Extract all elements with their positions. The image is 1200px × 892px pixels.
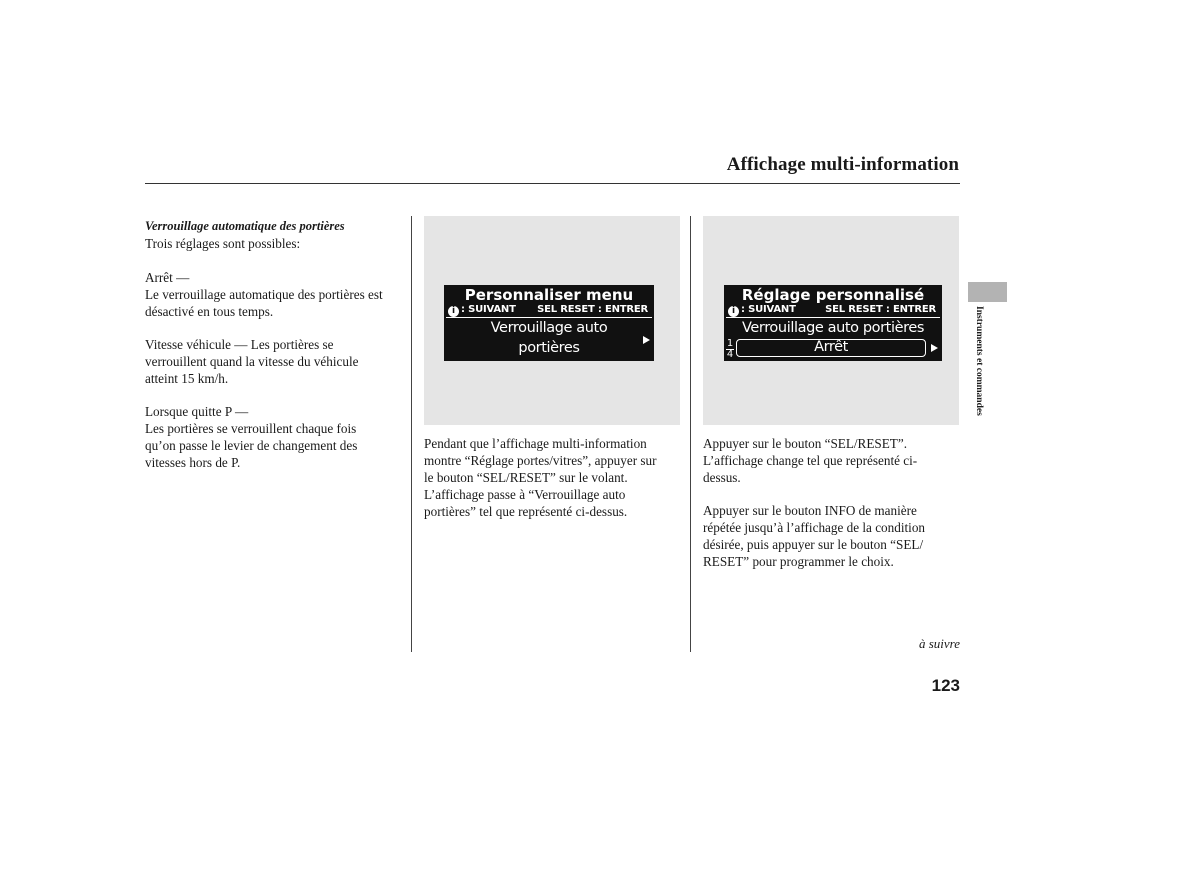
body-line: RESET” pour programmer le choix. bbox=[703, 554, 894, 569]
body-line: le bouton “SEL/RESET” sur le volant. bbox=[424, 470, 628, 485]
intro-text: Trois réglages sont possibles: bbox=[145, 236, 301, 251]
lcd-hint-right: SEL RESET : ENTRER bbox=[825, 304, 936, 315]
section-label: Instruments et commandes bbox=[974, 306, 984, 416]
lcd-header: Réglage personnalisé bbox=[741, 286, 925, 304]
display-panel-1 bbox=[424, 216, 680, 425]
column-divider-right bbox=[690, 216, 691, 652]
paragraph-2 bbox=[703, 502, 959, 570]
display-panel-2 bbox=[703, 216, 959, 425]
body-line: dessus. bbox=[703, 470, 741, 485]
body-line: Appuyer sur le bouton “SEL/RESET”. bbox=[703, 436, 908, 451]
selection-counter bbox=[726, 339, 734, 360]
option-arret bbox=[145, 269, 407, 320]
option-line: atteint 15 km/h. bbox=[145, 371, 229, 386]
hint-text: : SUIVANT bbox=[741, 304, 796, 315]
body-line: Appuyer sur le bouton INFO de manière bbox=[703, 503, 917, 518]
body-line: portières” tel que représenté ci-dessus. bbox=[424, 504, 628, 519]
info-icon: i bbox=[448, 306, 459, 317]
lcd-selected-option: Arrêt bbox=[814, 339, 848, 355]
option-quitte-p bbox=[145, 403, 407, 471]
page-number: 123 bbox=[931, 676, 960, 695]
arrow-right-icon bbox=[931, 344, 938, 352]
continued-note: à suivre bbox=[918, 636, 960, 651]
lcd-header: Personnaliser menu bbox=[464, 286, 634, 304]
body-line: désirée, puis appuyer sur le bouton “SEL/ bbox=[703, 537, 924, 552]
option-line: Arrêt — bbox=[145, 270, 190, 285]
option-line: Les portières se verrouillent chaque fois bbox=[145, 421, 357, 436]
counter-top: 1 bbox=[726, 338, 734, 349]
body-line: L’affichage change tel que représenté ci- bbox=[703, 453, 918, 468]
lcd-line-1: Verrouillage auto bbox=[490, 320, 608, 336]
lcd-separator bbox=[726, 317, 940, 318]
option-line: verrouillent quand la vitesse du véhicule bbox=[145, 354, 359, 369]
body-line: montre “Réglage portes/vitres”, appuyer sur bbox=[424, 453, 657, 468]
lcd-screen-1 bbox=[444, 285, 654, 361]
option-vitesse bbox=[145, 336, 407, 387]
lcd-line-1: Verrouillage auto portières bbox=[741, 320, 925, 336]
counter-bottom: 4 bbox=[726, 349, 734, 360]
lcd-separator bbox=[446, 317, 652, 318]
body-line: Pendant que l’affichage multi-information bbox=[424, 436, 647, 451]
lcd-line-2: portières bbox=[518, 340, 580, 356]
hint-text: : SUIVANT bbox=[461, 304, 516, 315]
lcd-screen-2 bbox=[724, 285, 942, 361]
body-line: L’affichage passe à “Verrouillage auto bbox=[424, 487, 626, 502]
section-subheading: Verrouillage automatique des portières bbox=[145, 219, 345, 233]
left-column bbox=[145, 219, 407, 471]
middle-column bbox=[424, 435, 686, 520]
right-column bbox=[703, 435, 959, 570]
title-rule bbox=[145, 183, 960, 184]
option-line: Vitesse véhicule — Les portières se bbox=[145, 337, 334, 352]
option-line: Lorsque quitte P — bbox=[145, 404, 249, 419]
option-line: qu’on passe le levier de changement des bbox=[145, 438, 358, 453]
body-line: répétée jusqu’à l’affichage de la condition bbox=[703, 520, 926, 535]
lcd-hint-left bbox=[448, 304, 516, 317]
lcd-hint-left bbox=[728, 304, 796, 317]
column-divider-left bbox=[411, 216, 412, 652]
arrow-right-icon bbox=[643, 336, 650, 344]
page-title: Affichage multi-information bbox=[726, 154, 959, 175]
paragraph-1 bbox=[703, 435, 959, 486]
section-tab bbox=[968, 282, 1007, 302]
option-line: vitesses hors de P. bbox=[145, 455, 241, 470]
option-line: désactivé en tous temps. bbox=[145, 304, 274, 319]
option-line: Le verrouillage automatique des portières est bbox=[145, 287, 383, 302]
info-icon: i bbox=[728, 306, 739, 317]
lcd-hint-right: SEL RESET : ENTRER bbox=[537, 304, 648, 315]
